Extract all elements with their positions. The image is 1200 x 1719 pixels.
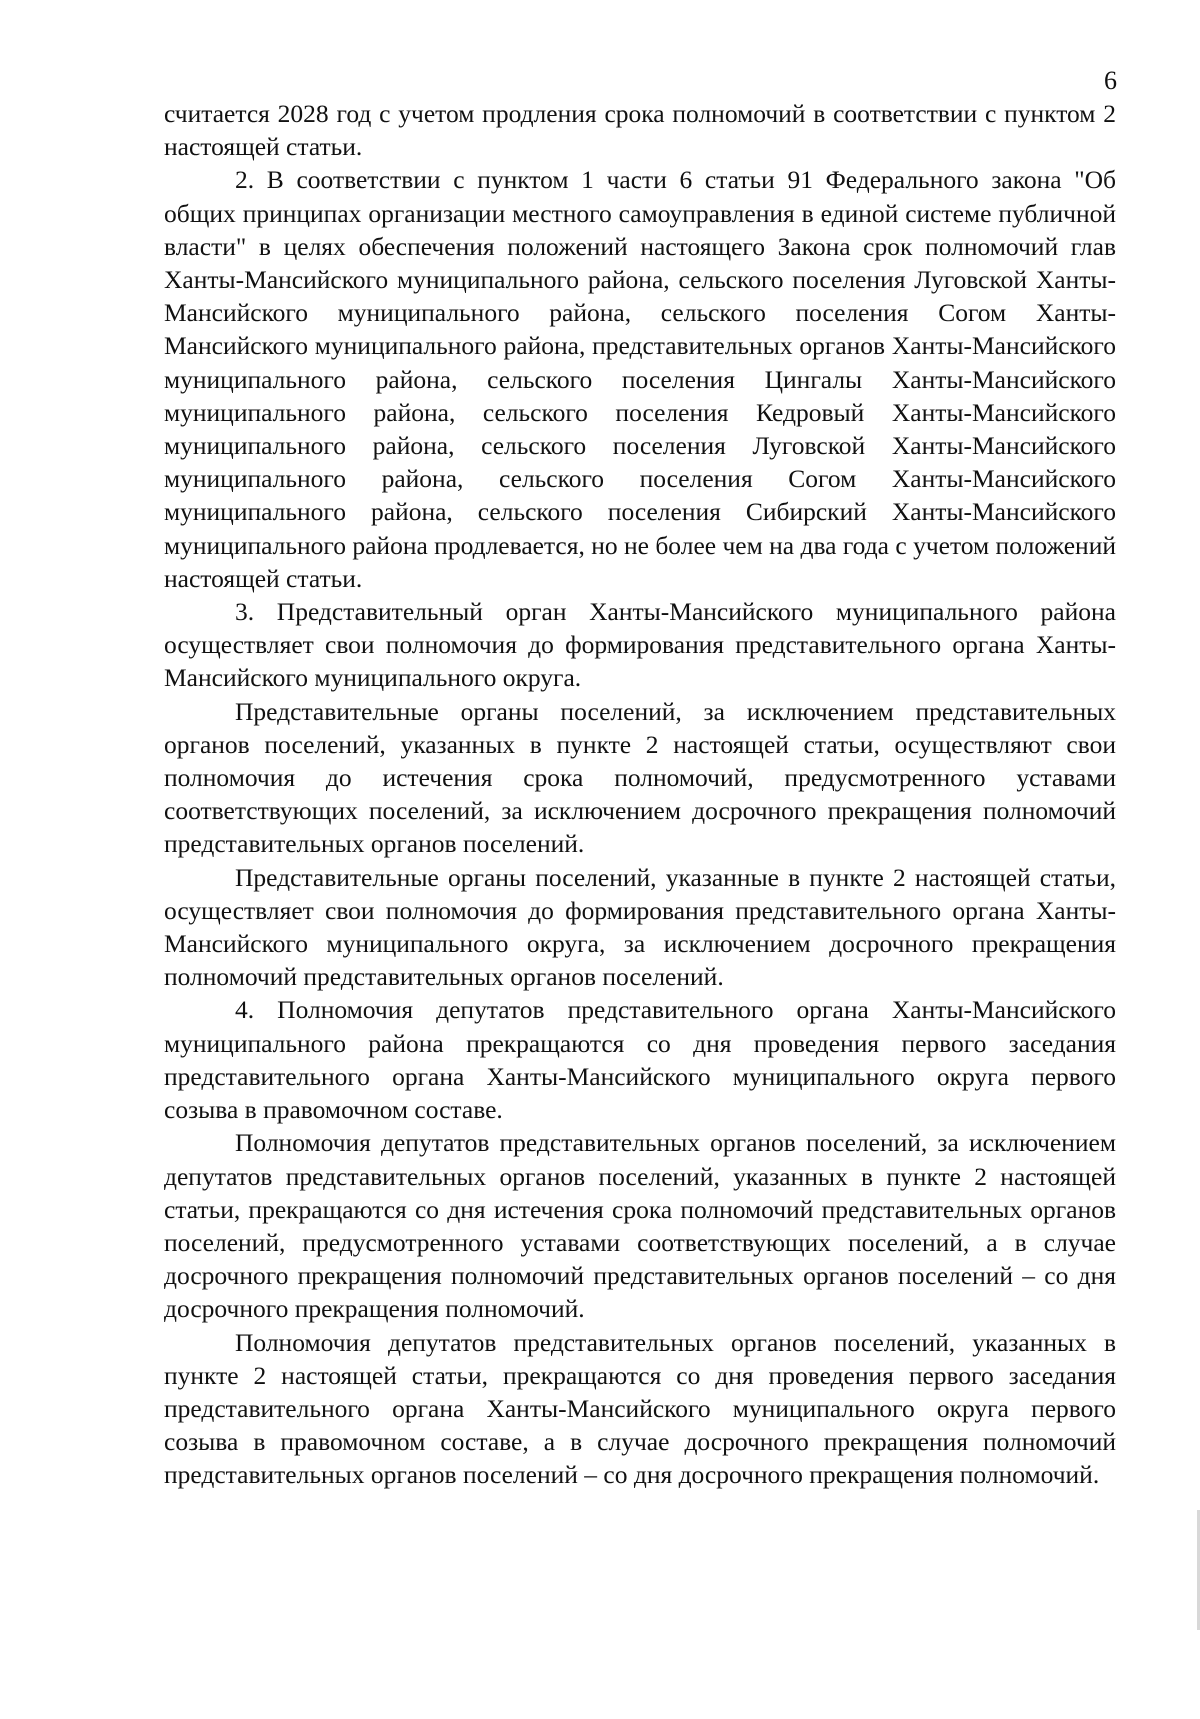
paragraph-2: 2. В соответствии с пунктом 1 части 6 статьи 91 Федерального закона "Об общих принципах организации местного самоуправления в единой системе публичной власти" в целях обеспечения положений настоящего Закона срок полномочий глав Ханты-Мансийского муниципального района, сельского поселения Луговской Ханты-Мансийского муниципального района, сельского поселения Согом Ханты-Мансийского муниципального района, представительных органов Ханты-Мансийского муниципального района, сельского поселения Цингалы Ханты-Мансийского муниципального района, сельского поселения Кедровый Ханты-Мансийского муниципального района, сельского поселения Луговской Ханты-Мансийского муниципального района, сельского поселения Согом Ханты-Мансийского муниципального района, сельского поселения Сибирский Ханты-Мансийского муниципального района продлевается, но не более чем на два года с учетом положений настоящей статьи.: [164, 165, 1116, 593]
page-number: 6: [1104, 66, 1117, 95]
paragraph-continuation: считается 2028 год с учетом продления срока полномочий в соответствии с пунктом 2 настоящей статьи.: [164, 99, 1116, 162]
paragraph-3-part-2: Представительные органы поселений, за исключением представительных органов поселений, указанных в пункте 2 настоящей статьи, осуществляют свои полномочия до истечения срока полномочий, предусмотренного уставами соответствующих поселений, за исключением досрочного прекращения полномочий представительных органов поселений.: [164, 696, 1116, 859]
paragraph-4: 4. Полномочия депутатов представительного органа Ханты-Мансийского муниципального района прекращаются со дня проведения первого заседания представительного органа Ханты-Мансийского муниципального округа первого созыва в правомочном составе.: [164, 995, 1116, 1125]
document-body: [164, 97, 1116, 1492]
paragraph-4-part-2: Полномочия депутатов представительных органов поселений, за исключением депутатов представительных органов поселений, указанных в пункте 2 настоящей статьи, прекращаются со дня истечения срока полномочий представительных органов поселений, предусмотренного уставами соответствующих поселений, а в случае досрочного прекращения полномочий представительных органов поселений – со дня досрочного прекращения полномочий.: [164, 1128, 1116, 1324]
paragraph-4-part-3: Полномочия депутатов представительных органов поселений, указанных в пункте 2 настоящей статьи, прекращаются со дня проведения первого заседания представительного органа Ханты-Мансийского муниципального округа первого созыва в правомочном составе, а в случае досрочного прекращения полномочий представительных органов поселений – со дня досрочного прекращения полномочий.: [164, 1327, 1116, 1490]
paragraph-3-part-3: Представительные органы поселений, указанные в пункте 2 настоящей статьи, осуществляет свои полномочия до формирования представительного органа Ханты-Мансийского муниципального округа, за исключением досрочного прекращения полномочий представительных органов поселений.: [164, 862, 1116, 992]
paragraph-3: 3. Представительный орган Ханты-Мансийского муниципального района осуществляет свои полномочия до формирования представительного органа Ханты-Мансийского муниципального округа.: [164, 597, 1116, 693]
